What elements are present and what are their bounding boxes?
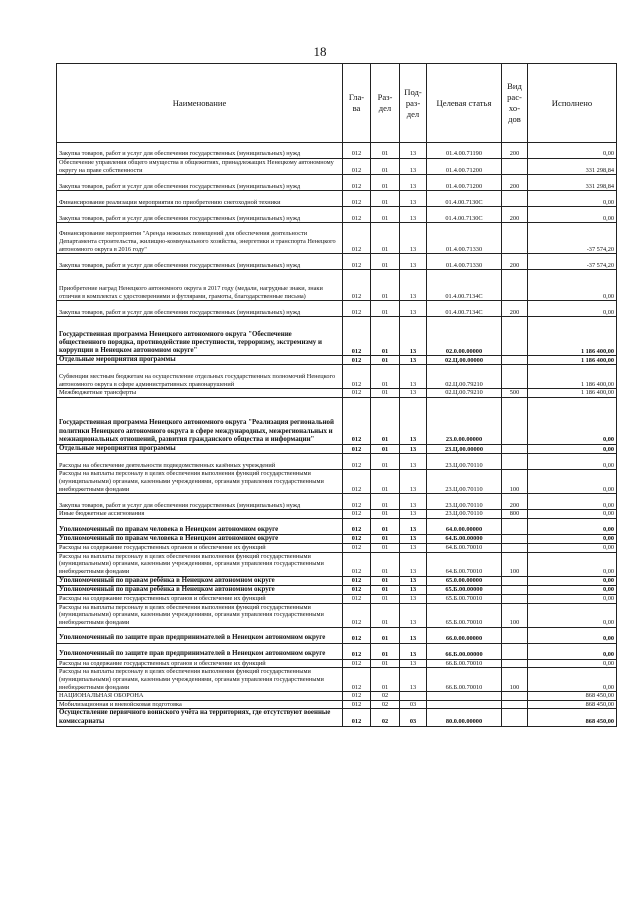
- cell-target: 23.Ц.00.00000: [427, 444, 502, 453]
- cell-razdel: 01: [371, 365, 400, 389]
- cell-name: Закупка товаров, работ и услуг для обеспечения государственных (муниципальных) нужд: [57, 301, 343, 317]
- cell-razdel: 01: [371, 389, 400, 398]
- table-row: [57, 643, 617, 659]
- cell-target: 23.Ц.00.70110: [427, 494, 502, 510]
- cell-name: Уполномоченный по защите прав предпринимателей в Ненецком автономном округе: [57, 627, 343, 643]
- cell-executed: 0,00: [528, 576, 617, 585]
- cell-podrazdel: 13: [400, 543, 427, 552]
- cell-executed: 0,00: [528, 552, 617, 576]
- cell-executed: 1 186 400,00: [528, 317, 617, 356]
- cell-name: Межбюджетные трансферты: [57, 389, 343, 398]
- table-row: [57, 603, 617, 627]
- cell-glava: 012: [343, 603, 371, 627]
- cell-vid: [502, 270, 528, 301]
- table-row: [57, 552, 617, 576]
- table-row: [57, 668, 617, 692]
- cell-executed: 1 186 400,00: [528, 365, 617, 389]
- cell-name: Мобилизационная и вневойсковая подготовка: [57, 700, 343, 709]
- header-vid: Вид рас- хо- дов: [502, 64, 528, 143]
- cell-executed: 0,00: [528, 659, 617, 668]
- cell-podrazdel: 13: [400, 594, 427, 603]
- cell-vid: [502, 643, 528, 659]
- cell-vid: 200: [502, 494, 528, 510]
- cell-podrazdel: 13: [400, 175, 427, 191]
- cell-glava: 012: [343, 389, 371, 398]
- table-row: [57, 270, 617, 301]
- cell-podrazdel: 13: [400, 643, 427, 659]
- cell-glava: 012: [343, 254, 371, 270]
- cell-vid: [502, 627, 528, 643]
- cell-razdel: 01: [371, 576, 400, 585]
- cell-razdel: 01: [371, 627, 400, 643]
- cell-name: Субвенции местным бюджетам на осуществление отдельных государственных полномочий Ненецкого автономного округа в сфере административных правонарушений: [57, 365, 343, 389]
- cell-name: Финансирование мероприятия "Аренда нежилых помещений для обеспечения деятельности Департамента строительства, жилищно-коммунального хозяйства, энергетики и транспорта Ненецкого автономного округа в 2016 году": [57, 223, 343, 254]
- table-row: [57, 518, 617, 534]
- cell-vid: 200: [502, 301, 528, 317]
- cell-razdel: 01: [371, 397, 400, 444]
- table-row: [57, 470, 617, 494]
- table-row: [57, 594, 617, 603]
- table-row: [57, 365, 617, 389]
- cell-podrazdel: 13: [400, 552, 427, 576]
- cell-vid: [502, 397, 528, 444]
- cell-glava: 012: [343, 143, 371, 159]
- cell-razdel: 01: [371, 668, 400, 692]
- cell-name: Осуществление первичного воинского учёта на территориях, где отсутствуют военные комиссариаты: [57, 709, 343, 726]
- cell-vid: 800: [502, 510, 528, 519]
- cell-name: Отдельные мероприятия программы: [57, 356, 343, 365]
- cell-name: Расходы на выплаты персоналу в целях обеспечения выполнения функций государственными (муниципальными) органами, казенными учреждениями, органами управления государственными внебюджетными фондами: [57, 668, 343, 692]
- table-row: [57, 576, 617, 585]
- header-name: Наименование: [57, 64, 343, 143]
- cell-executed: 868 450,00: [528, 709, 617, 726]
- cell-target: 65.Б.00.00000: [427, 585, 502, 594]
- cell-executed: 0,00: [528, 444, 617, 453]
- table-row: [57, 159, 617, 175]
- cell-target: 02.Ц.00.79210: [427, 389, 502, 398]
- cell-executed: 0,00: [528, 270, 617, 301]
- cell-name: Закупка товаров, работ и услуг для обеспечения государственных (муниципальных) нужд: [57, 143, 343, 159]
- cell-vid: [502, 191, 528, 207]
- cell-executed: -37 574,20: [528, 223, 617, 254]
- cell-glava: 012: [343, 594, 371, 603]
- cell-podrazdel: 13: [400, 301, 427, 317]
- cell-target: 64.0.00.00000: [427, 518, 502, 534]
- cell-podrazdel: 13: [400, 585, 427, 594]
- cell-podrazdel: 13: [400, 254, 427, 270]
- cell-target: 64.Б.00.70010: [427, 543, 502, 552]
- cell-target: 66.Б.00.70010: [427, 659, 502, 668]
- cell-target: 65.Б.00.70010: [427, 603, 502, 627]
- cell-name: Расходы на выплаты персоналу в целях обеспечения выполнения функций государственными (муниципальными) органами, казенными учреждениями, органами управления государственными внебюджетными фондами: [57, 603, 343, 627]
- cell-podrazdel: 13: [400, 317, 427, 356]
- cell-glava: 012: [343, 301, 371, 317]
- cell-name: Уполномоченный по правам человека в Ненецком автономном округе: [57, 518, 343, 534]
- cell-executed: 0,00: [528, 454, 617, 470]
- table-row: [57, 175, 617, 191]
- cell-target: 66.Б.00.00000: [427, 643, 502, 659]
- cell-vid: [502, 454, 528, 470]
- cell-podrazdel: 13: [400, 534, 427, 543]
- cell-glava: 012: [343, 700, 371, 709]
- cell-target: 65.0.00.00000: [427, 576, 502, 585]
- cell-podrazdel: 13: [400, 270, 427, 301]
- cell-glava: 012: [343, 191, 371, 207]
- cell-executed: 0,00: [528, 518, 617, 534]
- cell-podrazdel: 13: [400, 389, 427, 398]
- cell-name: Иные бюджетные ассигнования: [57, 510, 343, 519]
- cell-podrazdel: 13: [400, 576, 427, 585]
- cell-podrazdel: 13: [400, 143, 427, 159]
- cell-podrazdel: 13: [400, 191, 427, 207]
- table-row: [57, 709, 617, 726]
- header-podrazdel: Под- раз- дел: [400, 64, 427, 143]
- budget-table: [56, 63, 617, 727]
- cell-glava: 012: [343, 627, 371, 643]
- cell-vid: [502, 709, 528, 726]
- cell-vid: 200: [502, 254, 528, 270]
- cell-razdel: 01: [371, 534, 400, 543]
- cell-name: Государственная программа Ненецкого автономного округа "Реализация региональной политики Ненецкого автономного округа в сфере международных, межрегиональных и межнациональных отношений, развития гражданского общества и информации": [57, 397, 343, 444]
- cell-razdel: 01: [371, 494, 400, 510]
- page-number: 18: [313, 44, 327, 59]
- cell-glava: 012: [343, 585, 371, 594]
- header-target: Целевая статья: [427, 64, 502, 143]
- cell-vid: 200: [502, 207, 528, 223]
- cell-glava: 012: [343, 317, 371, 356]
- cell-razdel: 01: [371, 552, 400, 576]
- cell-target: 01.4.00.71330: [427, 254, 502, 270]
- cell-executed: 331 298,84: [528, 159, 617, 175]
- cell-name: Закупка товаров, работ и услуг для обеспечения государственных (муниципальных) нужд: [57, 254, 343, 270]
- cell-target: 23.Ц.00.70110: [427, 510, 502, 519]
- cell-glava: 012: [343, 576, 371, 585]
- table-row: [57, 389, 617, 398]
- cell-target: 23.Ц.00.70110: [427, 454, 502, 470]
- cell-executed: 0,00: [528, 603, 617, 627]
- cell-name: Расходы на обеспечение деятельности подведомственных казённых учреждений: [57, 454, 343, 470]
- cell-name: Уполномоченный по защите прав предпринимателей в Ненецком автономном округе: [57, 643, 343, 659]
- header-glava: Гла- ва: [343, 64, 371, 143]
- cell-executed: 1 186 400,00: [528, 356, 617, 365]
- cell-razdel: 01: [371, 594, 400, 603]
- cell-razdel: 01: [371, 444, 400, 453]
- table-row: [57, 534, 617, 543]
- table-row: [57, 700, 617, 709]
- cell-name: Обеспечение управления общего имущества в общежитиях, принадлежащих Ненецкому автономному округу на праве собственности: [57, 159, 343, 175]
- cell-name: Закупка товаров, работ и услуг для обеспечения государственных (муниципальных) нужд: [57, 494, 343, 510]
- cell-vid: [502, 700, 528, 709]
- table-row: [57, 223, 617, 254]
- header-executed: Исполнено: [528, 64, 617, 143]
- cell-glava: 012: [343, 494, 371, 510]
- cell-podrazdel: 13: [400, 356, 427, 365]
- cell-razdel: 01: [371, 585, 400, 594]
- cell-target: 01.4.00.7130С: [427, 207, 502, 223]
- cell-target: 02.0.00.00000: [427, 317, 502, 356]
- cell-vid: [502, 594, 528, 603]
- cell-razdel: 01: [371, 454, 400, 470]
- cell-vid: [502, 365, 528, 389]
- cell-vid: [502, 659, 528, 668]
- cell-executed: 331 298,84: [528, 175, 617, 191]
- cell-razdel: 01: [371, 543, 400, 552]
- cell-name: Расходы на содержание государственных органов и обеспечение их функций: [57, 543, 343, 552]
- cell-executed: 868 450,00: [528, 700, 617, 709]
- cell-glava: 012: [343, 397, 371, 444]
- cell-glava: 012: [343, 643, 371, 659]
- cell-podrazdel: 03: [400, 709, 427, 726]
- cell-executed: 0,00: [528, 543, 617, 552]
- cell-glava: 012: [343, 692, 371, 701]
- cell-podrazdel: [400, 692, 427, 701]
- cell-executed: 0,00: [528, 643, 617, 659]
- cell-glava: 012: [343, 552, 371, 576]
- cell-vid: 200: [502, 175, 528, 191]
- cell-target: 02.Ц.00.79210: [427, 365, 502, 389]
- cell-razdel: 01: [371, 159, 400, 175]
- cell-glava: 012: [343, 175, 371, 191]
- cell-executed: 0,00: [528, 585, 617, 594]
- cell-razdel: 01: [371, 191, 400, 207]
- cell-name: Уполномоченный по правам ребёнка в Ненецком автономном округе: [57, 576, 343, 585]
- cell-podrazdel: 13: [400, 454, 427, 470]
- cell-vid: [502, 317, 528, 356]
- cell-name: Приобретение наград Ненецкого автономного округа в 2017 году (медали, нагрудные знаки, знаки отличия в комплектах с удостоверениями и футлярами, грамоты, благодарственные письма): [57, 270, 343, 301]
- cell-vid: 500: [502, 389, 528, 398]
- cell-razdel: 02: [371, 692, 400, 701]
- cell-executed: 0,00: [528, 207, 617, 223]
- cell-podrazdel: 13: [400, 603, 427, 627]
- cell-name: Расходы на выплаты персоналу в целях обеспечения выполнения функций государственными (муниципальными) органами, казенными учреждениями, органами управления государственными внебюджетными фондами: [57, 470, 343, 494]
- cell-podrazdel: 13: [400, 659, 427, 668]
- cell-name: НАЦИОНАЛЬНАЯ ОБОРОНА: [57, 692, 343, 701]
- cell-executed: 0,00: [528, 510, 617, 519]
- cell-target: 80.0.00.00000: [427, 709, 502, 726]
- cell-razdel: 02: [371, 709, 400, 726]
- cell-target: 23.0.00.00000: [427, 397, 502, 444]
- cell-vid: [502, 356, 528, 365]
- table-row: [57, 494, 617, 510]
- cell-razdel: 01: [371, 510, 400, 519]
- cell-vid: [502, 543, 528, 552]
- table-row: [57, 454, 617, 470]
- cell-glava: 012: [343, 518, 371, 534]
- cell-executed: 0,00: [528, 143, 617, 159]
- table-row: [57, 207, 617, 223]
- cell-executed: 0,00: [528, 627, 617, 643]
- table-row: [57, 191, 617, 207]
- cell-podrazdel: 13: [400, 470, 427, 494]
- table-row: [57, 317, 617, 356]
- cell-razdel: 01: [371, 356, 400, 365]
- cell-vid: 100: [502, 603, 528, 627]
- cell-podrazdel: 03: [400, 700, 427, 709]
- cell-razdel: 01: [371, 659, 400, 668]
- cell-razdel: 01: [371, 643, 400, 659]
- cell-glava: 012: [343, 543, 371, 552]
- cell-podrazdel: 13: [400, 159, 427, 175]
- cell-target: 02.Ц.00.00000: [427, 356, 502, 365]
- cell-target: 65.Б.00.70010: [427, 594, 502, 603]
- cell-razdel: 01: [371, 143, 400, 159]
- cell-podrazdel: 13: [400, 397, 427, 444]
- cell-target: 64.Б.00.70010: [427, 552, 502, 576]
- cell-vid: 100: [502, 552, 528, 576]
- cell-executed: -37 574,20: [528, 254, 617, 270]
- cell-podrazdel: 13: [400, 494, 427, 510]
- cell-podrazdel: 13: [400, 223, 427, 254]
- table-row: [57, 585, 617, 594]
- cell-target: 66.Б.00.70010: [427, 668, 502, 692]
- cell-executed: 0,00: [528, 594, 617, 603]
- cell-executed: 1 186 400,00: [528, 389, 617, 398]
- header-razdel: Раз- дел: [371, 64, 400, 143]
- cell-glava: 012: [343, 159, 371, 175]
- cell-name: Закупка товаров, работ и услуг для обеспечения государственных (муниципальных) нужд: [57, 207, 343, 223]
- cell-name: Закупка товаров, работ и услуг для обеспечения государственных (муниципальных) нужд: [57, 175, 343, 191]
- cell-razdel: 01: [371, 270, 400, 301]
- cell-target: [427, 700, 502, 709]
- cell-razdel: 01: [371, 223, 400, 254]
- cell-executed: 0,00: [528, 668, 617, 692]
- table-row: [57, 254, 617, 270]
- cell-razdel: 01: [371, 207, 400, 223]
- header-row: [57, 64, 617, 143]
- table-row: [57, 143, 617, 159]
- cell-glava: 012: [343, 534, 371, 543]
- cell-name: Отдельные мероприятия программы: [57, 444, 343, 453]
- cell-target: 01.4.00.71200: [427, 175, 502, 191]
- cell-target: 01.4.00.7130С: [427, 191, 502, 207]
- cell-glava: 012: [343, 668, 371, 692]
- cell-podrazdel: 13: [400, 510, 427, 519]
- cell-razdel: 01: [371, 301, 400, 317]
- cell-podrazdel: 13: [400, 444, 427, 453]
- cell-razdel: 01: [371, 175, 400, 191]
- cell-razdel: 02: [371, 700, 400, 709]
- cell-vid: [502, 534, 528, 543]
- cell-razdel: 01: [371, 470, 400, 494]
- cell-glava: 012: [343, 709, 371, 726]
- cell-razdel: 01: [371, 317, 400, 356]
- cell-glava: 012: [343, 223, 371, 254]
- cell-glava: 012: [343, 444, 371, 453]
- cell-executed: 0,00: [528, 534, 617, 543]
- cell-target: 23.Ц.00.70110: [427, 470, 502, 494]
- cell-glava: 012: [343, 470, 371, 494]
- cell-razdel: 01: [371, 603, 400, 627]
- cell-podrazdel: 13: [400, 365, 427, 389]
- cell-vid: [502, 444, 528, 453]
- cell-podrazdel: 13: [400, 207, 427, 223]
- table-row: [57, 510, 617, 519]
- cell-podrazdel: 13: [400, 627, 427, 643]
- cell-name: Финансирование реализации мероприятия по приобретению снегоходной техники: [57, 191, 343, 207]
- table-row: [57, 659, 617, 668]
- cell-vid: 100: [502, 668, 528, 692]
- cell-razdel: 01: [371, 518, 400, 534]
- cell-executed: 0,00: [528, 301, 617, 317]
- cell-vid: [502, 692, 528, 701]
- cell-vid: 100: [502, 470, 528, 494]
- cell-target: 64.Б.00.00000: [427, 534, 502, 543]
- cell-target: 01.4.00.71190: [427, 143, 502, 159]
- cell-podrazdel: 13: [400, 518, 427, 534]
- cell-target: 01.4.00.7134С: [427, 301, 502, 317]
- cell-glava: 012: [343, 454, 371, 470]
- table-row: [57, 397, 617, 444]
- table-row: [57, 444, 617, 453]
- cell-glava: 012: [343, 365, 371, 389]
- table-row: [57, 356, 617, 365]
- cell-name: Уполномоченный по правам ребёнка в Ненецком автономном округе: [57, 585, 343, 594]
- cell-target: [427, 692, 502, 701]
- cell-glava: 012: [343, 356, 371, 365]
- cell-glava: 012: [343, 510, 371, 519]
- cell-name: Расходы на выплаты персоналу в целях обеспечения выполнения функций государственными (муниципальными) органами, казенными учреждениями, органами управления государственными внебюджетными фондами: [57, 552, 343, 576]
- cell-target: 01.4.00.71330: [427, 223, 502, 254]
- cell-vid: [502, 576, 528, 585]
- cell-name: Расходы на содержание государственных органов и обеспечение их функций: [57, 659, 343, 668]
- cell-vid: [502, 585, 528, 594]
- cell-executed: 868 450,00: [528, 692, 617, 701]
- cell-target: 01.4.00.7134С: [427, 270, 502, 301]
- cell-glava: 012: [343, 207, 371, 223]
- cell-target: 01.4.00.71200: [427, 159, 502, 175]
- cell-podrazdel: 13: [400, 668, 427, 692]
- cell-executed: 0,00: [528, 494, 617, 510]
- cell-target: 66.0.00.00000: [427, 627, 502, 643]
- cell-name: Уполномоченный по правам человека в Ненецком автономном округе: [57, 534, 343, 543]
- cell-executed: 0,00: [528, 191, 617, 207]
- cell-razdel: 01: [371, 254, 400, 270]
- cell-executed: 0,00: [528, 470, 617, 494]
- cell-vid: [502, 159, 528, 175]
- cell-vid: [502, 223, 528, 254]
- table-row: [57, 543, 617, 552]
- table-row: [57, 692, 617, 701]
- cell-glava: 012: [343, 270, 371, 301]
- table-row: [57, 627, 617, 643]
- table-row: [57, 301, 617, 317]
- cell-name: Расходы на содержание государственных органов и обеспечение их функций: [57, 594, 343, 603]
- cell-vid: 200: [502, 143, 528, 159]
- cell-executed: 0,00: [528, 397, 617, 444]
- cell-name: Государственная программа Ненецкого автономного округа "Обеспечение общественного порядка, противодействие преступности, терроризму, экстремизму и коррупции в Ненецком автономном округе": [57, 317, 343, 356]
- cell-vid: [502, 518, 528, 534]
- cell-glava: 012: [343, 659, 371, 668]
